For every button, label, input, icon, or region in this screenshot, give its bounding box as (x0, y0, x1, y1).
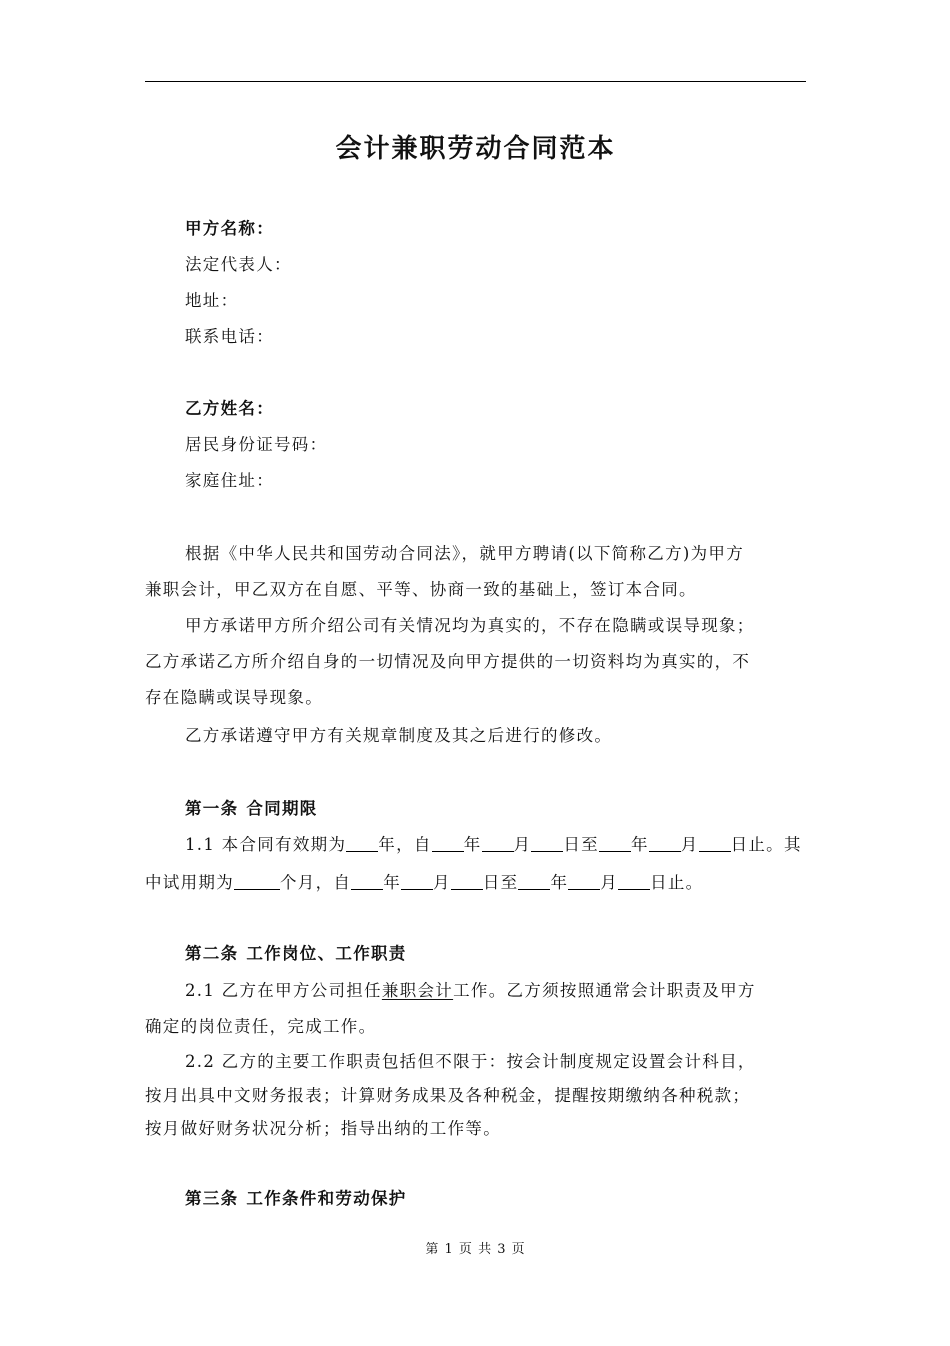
blank-field[interactable] (351, 871, 383, 890)
article1-text: 年，自 (378, 835, 432, 854)
article1-text: 日止。其 (730, 835, 802, 854)
blank-field[interactable] (531, 833, 563, 852)
article1-line2 (145, 871, 806, 895)
page-footer (145, 1240, 806, 1260)
party-a-phone-label: 联系电话： (185, 327, 274, 346)
footer-text: 第 (425, 1242, 440, 1257)
article2-p1-line1 (185, 979, 756, 1003)
blank-field[interactable] (649, 833, 681, 852)
header-rule (145, 81, 806, 82)
party-a-address-label: 地址： (185, 291, 239, 310)
footer-text: 页 (458, 1242, 473, 1257)
blank-field[interactable] (518, 871, 550, 890)
blank-field[interactable] (618, 871, 650, 890)
blank-field[interactable] (432, 833, 464, 852)
preamble-p2-line1: 甲方承诺甲方所介绍公司有关情况均为真实的，不存在隐瞒或误导现象； (185, 616, 755, 635)
preamble-p3-line1: 乙方承诺遵守甲方有关规章制度及其之后进行的修改。 (185, 726, 613, 745)
blank-field[interactable] (568, 871, 600, 890)
article2-heading-num: 第二条 (185, 944, 239, 963)
article1-text: 1.1 本合同有效期为 (185, 835, 347, 854)
party-b-name-label: 乙方姓名： (185, 399, 274, 418)
article2-p1-line2: 确定的岗位责任，完成工作。 (145, 1017, 377, 1036)
article1-text: 年 (463, 835, 482, 854)
article1-text: 年 (383, 873, 402, 892)
blank-field[interactable] (599, 833, 631, 852)
article1-text: 中试用期为 (145, 873, 234, 892)
article1-text: 年 (550, 873, 569, 892)
article1-text: 日止。 (650, 873, 704, 892)
article1-text: 月 (680, 835, 699, 854)
article3-heading (185, 1187, 407, 1211)
article3-heading-text: 工作条件和劳动保护 (246, 1189, 407, 1208)
article1-text: 日至 (482, 873, 519, 892)
article2-text: 2.1 乙方在甲方公司担任 (185, 981, 382, 1000)
preamble-p1-line2: 兼职会计，甲乙双方在自愿、平等、协商一致的基础上，签订本合同。 (145, 580, 697, 599)
preamble-p2-line2: 乙方承诺乙方所介绍自身的一切情况及向甲方提供的一切资料均为真实的，不 (145, 652, 751, 671)
article2-heading (185, 942, 407, 966)
party-a-name-label: 甲方名称： (185, 219, 274, 238)
preamble-p1-line1: 根据《中华人民共和国劳动合同法》，就甲方聘请(以下简称乙方)为甲方 (185, 544, 745, 563)
total-page-number: 3 (497, 1242, 507, 1257)
article1-heading-text: 合同期限 (246, 799, 318, 818)
blank-field[interactable] (234, 871, 280, 890)
article1-text: 年 (630, 835, 649, 854)
preamble-p2-line3: 存在隐瞒或误导现象。 (145, 688, 323, 707)
article1-text: 日至 (563, 835, 599, 854)
blank-field[interactable] (699, 833, 731, 852)
article1-heading (185, 797, 318, 821)
current-page-number: 1 (444, 1242, 454, 1257)
document-title: 会计兼职劳动合同范本 (335, 134, 616, 164)
blank-field[interactable] (401, 871, 433, 890)
article1-line1 (185, 833, 802, 857)
article2-p2-line2: 按月出具中文财务报表；计算财务成果及各种税金，提醒按期缴纳各种税款； (145, 1086, 751, 1105)
article1-text: 月 (513, 835, 532, 854)
blank-field[interactable] (346, 833, 378, 852)
article2-text: 工作。乙方须按照通常会计职责及甲方 (453, 981, 756, 1000)
article1-text: 个月，自 (280, 873, 352, 892)
article3-heading-num: 第三条 (185, 1189, 239, 1208)
party-b-id-label: 居民身份证号码： (185, 435, 328, 454)
article1-text: 月 (600, 873, 619, 892)
article1-text: 月 (433, 873, 451, 892)
article2-heading-text: 工作岗位、工作职责 (246, 944, 407, 963)
article2-p2-line3: 按月做好财务状况分析；指导出纳的工作等。 (145, 1119, 501, 1138)
party-a-rep-label: 法定代表人： (185, 255, 292, 274)
blank-field[interactable] (482, 833, 514, 852)
article2-p2-line1: 2.2 乙方的主要工作职责包括但不限于：按会计制度规定设置会计科目， (185, 1052, 756, 1071)
footer-text: 共 (478, 1242, 493, 1257)
party-b-address-label: 家庭住址： (185, 471, 274, 490)
blank-field[interactable] (451, 871, 483, 890)
article1-heading-num: 第一条 (185, 799, 239, 818)
footer-text: 页 (511, 1242, 526, 1257)
position-underlined: 兼职会计 (381, 981, 454, 1000)
